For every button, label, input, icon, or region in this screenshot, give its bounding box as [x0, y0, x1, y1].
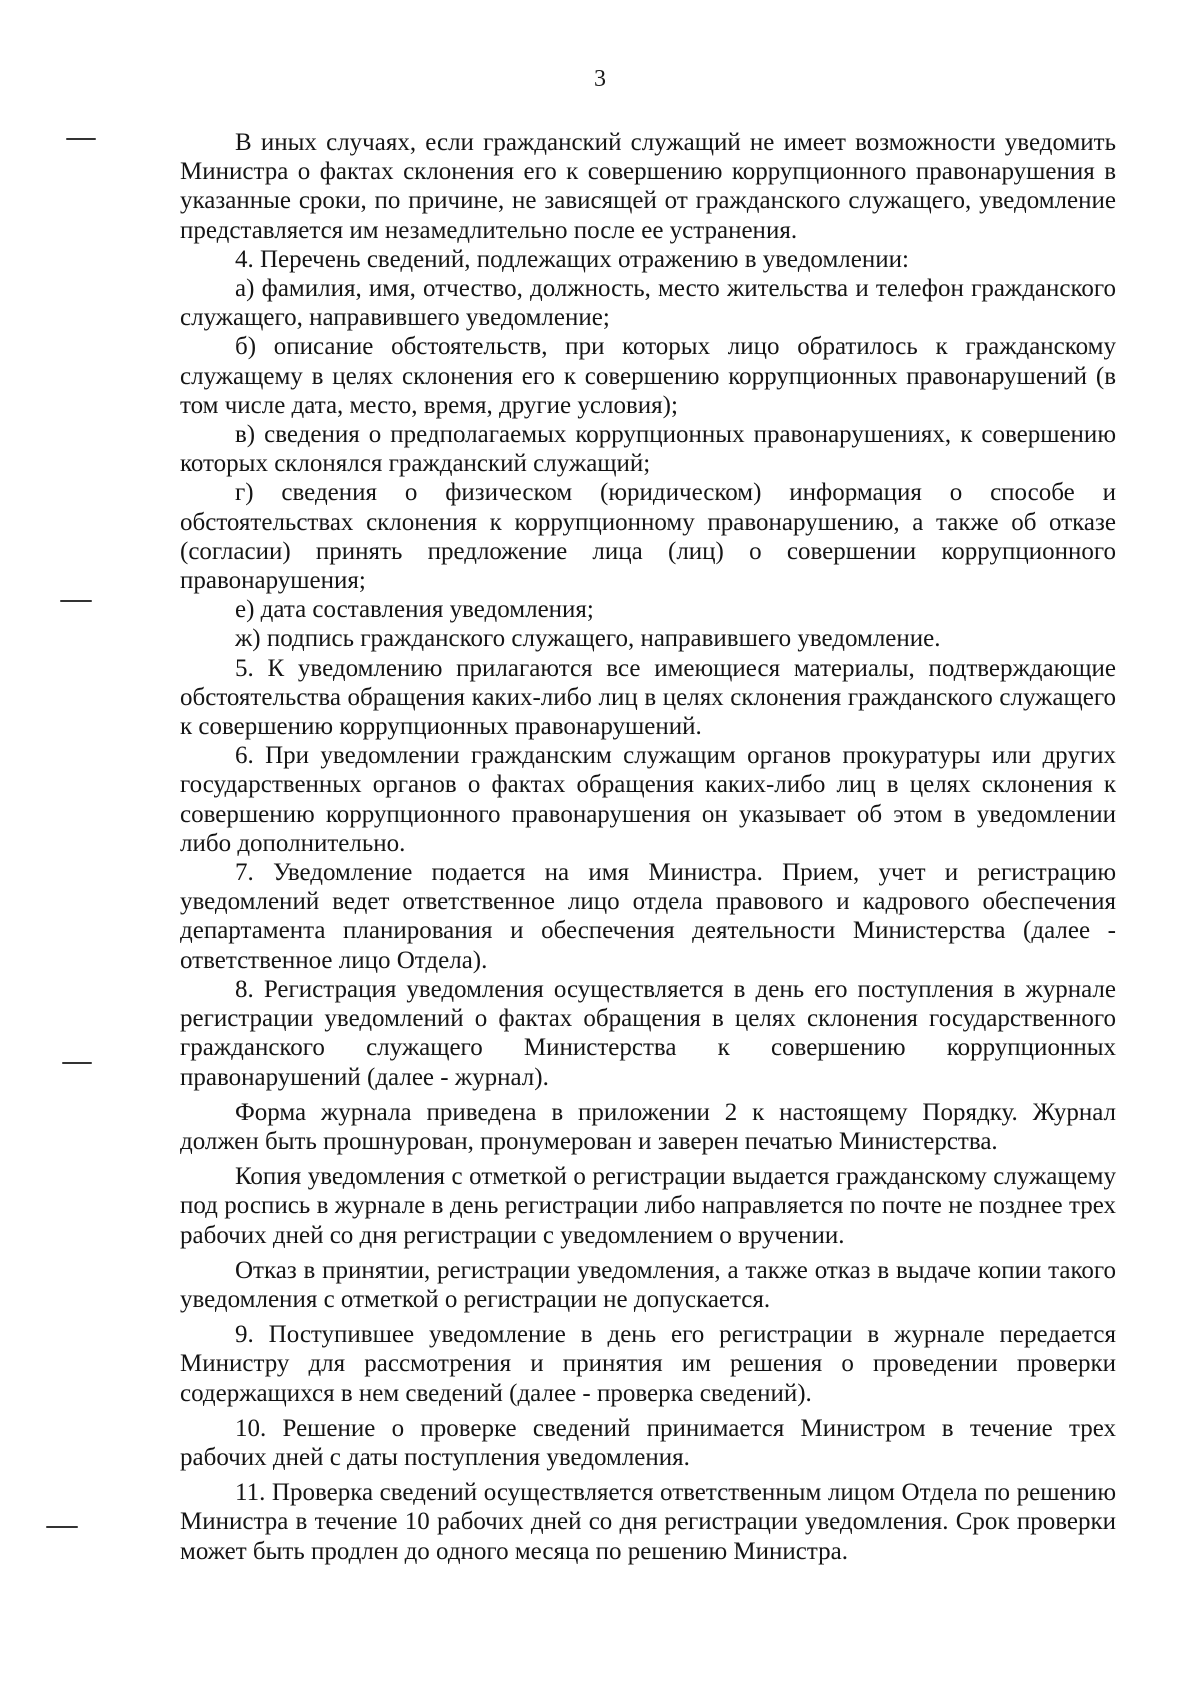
list-item: ж) подпись гражданского служащего, направившего уведомление. — [235, 625, 941, 653]
paragraph: 8. Регистрация уведомления осуществляется в день его поступления в журнале регистрации уведомлений о фактах обращения в целях склонения государственного гражданского служащего Министерства к совершению коррупционных правонарушений (далее - журнал). — [180, 975, 1116, 1091]
paragraph: Копия уведомления с отметкой о регистрации выдается гражданскому служащему под роспись в журнале в день регистрации либо направляется по почте не позднее трех рабочих дней со дня регистрации с уведомлением о вручении. — [180, 1163, 1116, 1249]
paragraph: 5. К уведомлению прилагаются все имеющиеся материалы, подтверждающие обстоятельства обращения каких-либо лиц в целях склонения гражданского служащего к совершению коррупционных правонарушений. — [180, 654, 1116, 741]
margin-mark — [66, 138, 96, 140]
list-item: е) дата составления уведомления; — [235, 596, 594, 624]
list-item: г) сведения о физическом (юридическом) информация о способе и обстоятельствах склонения к коррупционному правонарушению, а также об отказе (согласии) принять предложение лица (лиц) о совершении коррупционного правонарушения; — [180, 479, 1116, 595]
paragraph: В иных случаях, если гражданский служащий не имеет возможности уведомить Министра о фактах склонения его к совершению коррупционного правонарушения в указанные сроки, по причине, не зависящей от гражданского служащего, уведомление представляется им незамедлительно после ее устранения. — [180, 129, 1116, 244]
paragraph: 4. Перечень сведений, подлежащих отражению в уведомлении: — [235, 245, 909, 273]
paragraph: 9. Поступившее уведомление в день его регистрации в журнале передается Министру для рассмотрения и принятия им решения о проведении проверки содержащихся в нем сведений (далее - проверка сведений). — [180, 1321, 1116, 1407]
margin-mark — [62, 1062, 92, 1064]
paragraph: 7. Уведомление подается на имя Министра. Прием, учет и регистрацию уведомлений ведет ответственное лицо отдела правового и кадрового обеспечения департамента планирования и обеспечения деятельности Министерства (далее - ответственное лицо Отдела). — [180, 859, 1116, 974]
paragraph: Отказ в принятии, регистрации уведомления, а также отказ в выдаче копии такого уведомления с отметкой о регистрации не допускается. — [180, 1256, 1116, 1313]
margin-mark — [46, 1526, 78, 1528]
paragraph: 11. Проверка сведений осуществляется ответственным лицом Отдела по решению Министра в течение 10 рабочих дней со дня регистрации уведомления. Срок проверки может быть продлен до одного месяца по решению Министра. — [180, 1479, 1116, 1565]
paragraph: Форма журнала приведена в приложении 2 к настоящему Порядку. Журнал должен быть прошнурован, пронумерован и заверен печатью Министерства. — [180, 1098, 1116, 1155]
list-item: а) фамилия, имя, отчество, должность, место жительства и телефон гражданского служащего, направившего уведомление; — [180, 275, 1116, 332]
page-number: 3 — [594, 66, 606, 92]
document-body — [180, 128, 1116, 1566]
paragraph: 6. При уведомлении гражданским служащим органов прокуратуры или других государственных органов о фактах обращения каких-либо лиц в целях склонения к совершению коррупционного правонарушения он указывает об этом в уведомлении либо дополнительно. — [180, 742, 1116, 857]
list-item: б) описание обстоятельств, при которых лицо обратилось к гражданскому служащему в целях склонения его к совершению коррупционных правонарушений (в том числе дата, место, время, другие условия); — [180, 333, 1116, 419]
margin-mark — [60, 600, 92, 602]
paragraph: 10. Решение о проверке сведений принимается Министром в течение трех рабочих дней с даты поступления уведомления. — [180, 1414, 1116, 1471]
list-item: в) сведения о предполагаемых коррупционных правонарушениях, к совершению которых склонялся гражданский служащий; — [180, 421, 1116, 478]
